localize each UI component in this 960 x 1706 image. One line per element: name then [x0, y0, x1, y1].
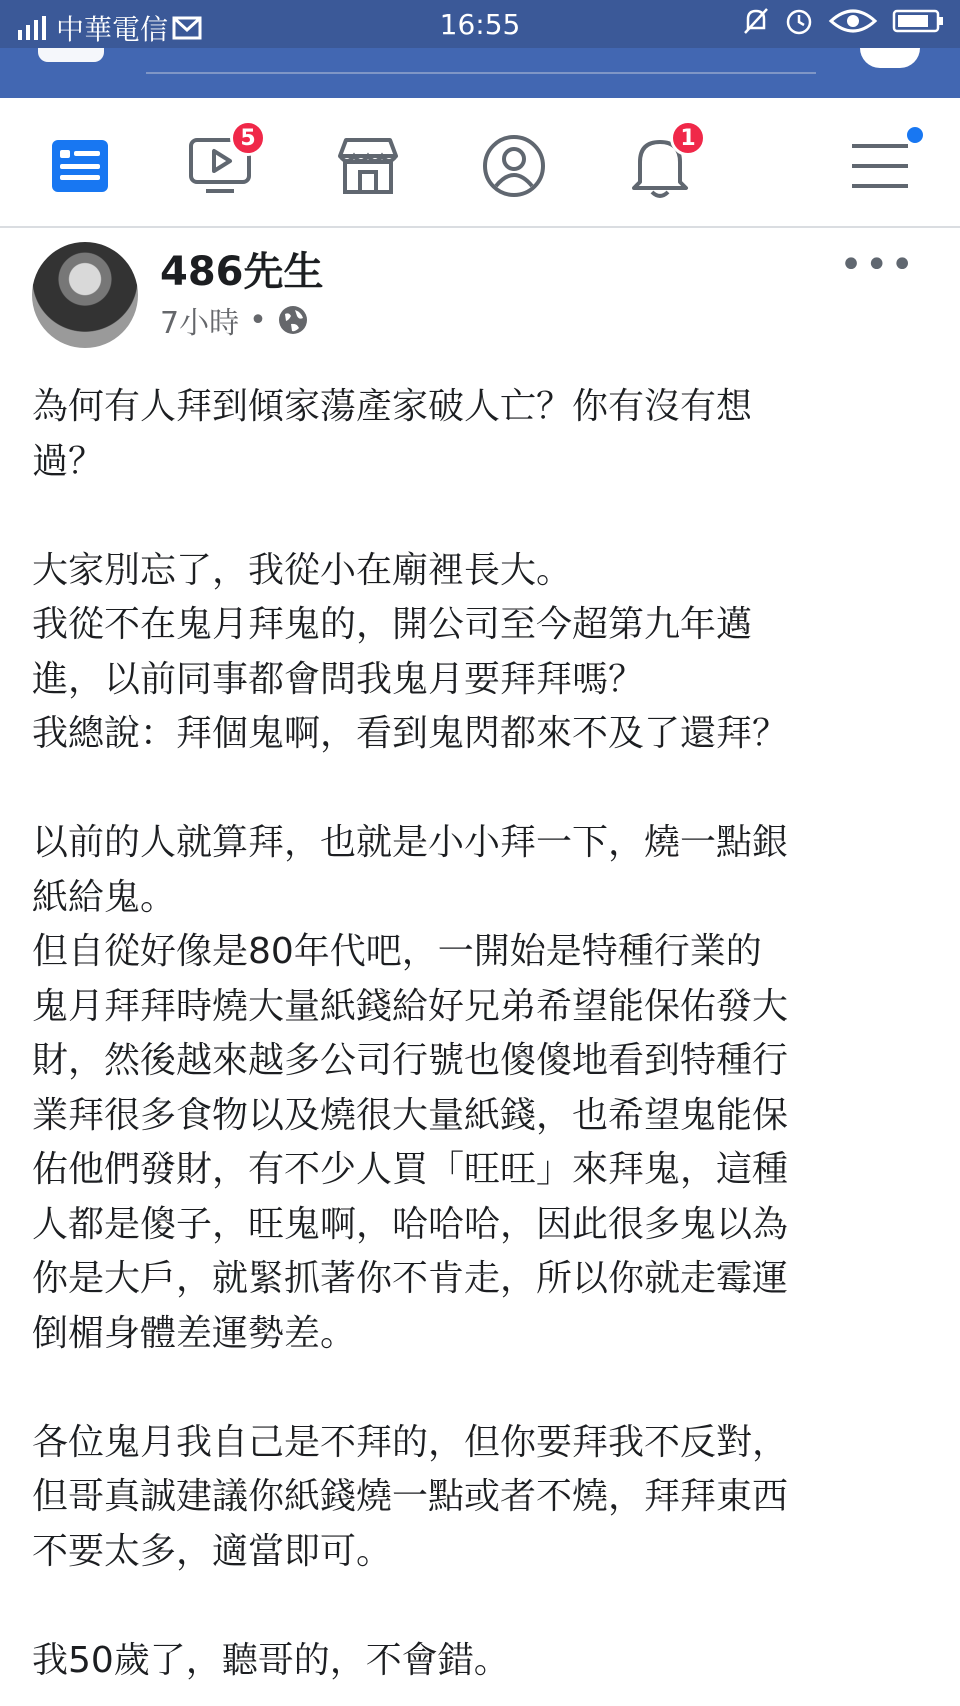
news-feed-icon: [50, 138, 110, 194]
watch-badge: 5: [230, 120, 266, 156]
alarm-icon: [784, 6, 814, 36]
post-text: 為何有人拜到傾家蕩產家破人亡？你有沒有想 過？ 大家別忘了，我從小在廟裡長大。 我從不在鬼月拜鬼的，開公司至今超第九年邁 進，以前同事都會問我鬼月要拜拜嗎？ 我總說：拜個鬼啊，看到鬼閃都來不及了還拜？ 以前的人就算拜，也就是小小拜一下，燒一點銀 紙給鬼。 但自從好像是80年代吧，一開始是特種行業的 鬼月拜拜時燒大量紙錢給好兄弟希望能保佑發大 財，然後越來越多公司行號也傻傻地看到特種行 業拜很多食物以及燒很大量紙錢，也希望鬼能保 佑他們發財，有不少人買「旺旺」來拜鬼，這種 人都是傻子，旺鬼啊，哈哈哈，因此很多鬼以為 你是大戶，就緊抓著你不肯走，所以你就走霉運 倒楣身體差運勢差。 各位鬼月我自己是不拜的，但你要拜我不反對， 但哥真誠建議你紙錢燒一點或者不燒，拜拜東西 不要太多，適當即可。 我50歲了，聽哥的，不會錯。: [32, 386, 789, 1681]
tab-news-feed[interactable]: [40, 126, 120, 206]
tab-profile[interactable]: [474, 126, 554, 206]
notifications-badge: 1: [670, 120, 706, 156]
camera-icon[interactable]: [38, 48, 104, 62]
profile-icon: [482, 134, 546, 198]
status-bar: [0, 0, 960, 48]
post-header: [0, 228, 960, 358]
search-bar[interactable]: [0, 48, 960, 98]
more-options-icon[interactable]: •••: [839, 242, 916, 288]
meta-separator: •: [249, 302, 267, 338]
clock: 16:55: [439, 8, 521, 41]
search-input[interactable]: [146, 72, 816, 74]
messenger-icon[interactable]: [860, 48, 920, 68]
post-time[interactable]: 7小時: [160, 306, 240, 341]
tab-watch[interactable]: [180, 126, 260, 206]
post-meta: [160, 298, 309, 342]
author-name[interactable]: 486先生: [160, 249, 324, 295]
menu-icon: [850, 140, 910, 192]
status-icons: [742, 6, 944, 36]
mute-icon: [742, 6, 770, 36]
eye-icon: [828, 7, 878, 35]
tab-bar: [0, 98, 960, 228]
avatar[interactable]: [32, 242, 138, 348]
carrier-name: 中華電信: [56, 13, 169, 46]
tab-menu[interactable]: [840, 126, 920, 206]
globe-icon: [277, 304, 309, 336]
tab-marketplace[interactable]: [328, 126, 408, 206]
tab-notifications[interactable]: [620, 126, 700, 206]
marketplace-icon: [336, 136, 400, 196]
battery-icon: [892, 7, 944, 35]
menu-dot: [904, 124, 926, 146]
